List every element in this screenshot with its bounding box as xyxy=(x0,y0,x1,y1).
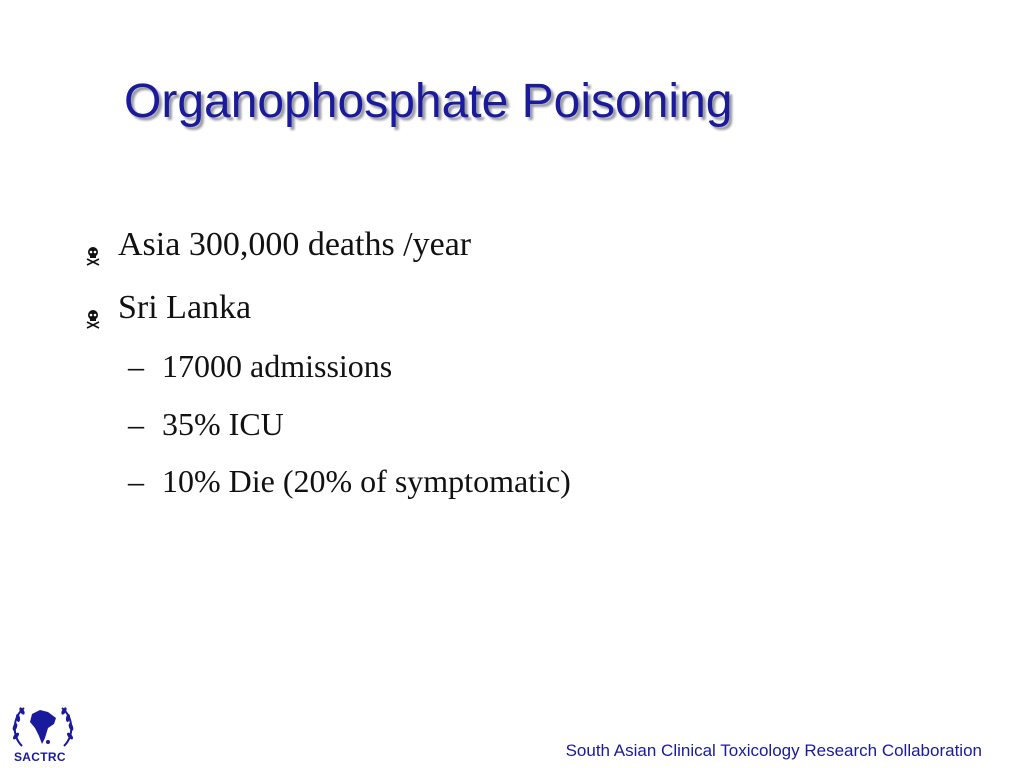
skull-crossbones-icon xyxy=(84,299,102,319)
sub-bullet-item xyxy=(128,347,392,385)
logo-text: SACTRC xyxy=(14,750,66,764)
bullet-text: Sri Lanka xyxy=(118,289,252,326)
laurel-map-icon xyxy=(8,702,78,750)
sub-bullet-text: 17000 admissions xyxy=(162,348,393,384)
sub-bullet-item xyxy=(128,405,284,443)
sub-bullet-item xyxy=(128,462,571,500)
skull-crossbones-icon xyxy=(84,236,102,256)
dash-marker: – xyxy=(128,348,144,384)
sub-bullet-text: 10% Die (20% of symptomatic) xyxy=(162,463,571,499)
bullet-item xyxy=(84,225,471,265)
footer-text: South Asian Clinical Toxicology Research Collaboration xyxy=(565,741,982,760)
dash-marker: – xyxy=(128,463,144,499)
slide-title: Organophosphate Poisoning xyxy=(124,75,733,128)
bullet-text: Asia 300,000 deaths /year xyxy=(118,226,472,263)
sub-bullet-text: 35% ICU xyxy=(162,406,284,442)
bullet-item xyxy=(84,288,251,328)
dash-marker: – xyxy=(128,406,144,442)
